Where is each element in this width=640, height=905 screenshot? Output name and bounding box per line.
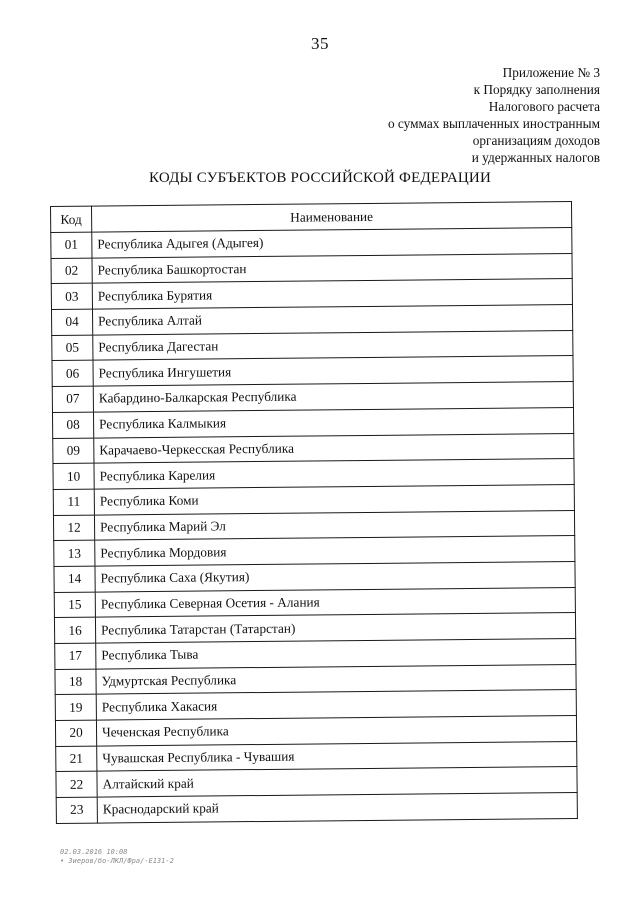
region-name: Республика Тыва [96,638,576,668]
region-name: Республика Северная Осетия - Алания [95,587,575,617]
region-code: 03 [51,283,92,309]
region-code: 17 [55,643,96,669]
region-name: Кабардино-Балкарская Республика [93,382,573,412]
region-name: Республика Бурятия [92,279,572,309]
appendix-heading [300,64,600,166]
stamp-line: 02.03.2016 10:08 [60,848,128,856]
region-code: 10 [53,463,94,489]
appendix-line: к Порядку заполнения [473,82,600,97]
region-code: 13 [54,540,95,566]
page-number: 35 [311,34,329,53]
region-name: Республика Карелия [94,459,574,489]
region-code: 18 [55,669,96,695]
region-name: Республика Адыгея (Адыгея) [92,227,572,257]
region-code: 16 [54,617,95,643]
region-code: 14 [54,566,95,592]
region-code: 21 [56,746,97,772]
region-code: 22 [56,772,97,798]
region-name: Республика Дагестан [93,330,573,360]
appendix-line: Налогового расчета [488,99,600,114]
header-code: Код [51,206,92,232]
region-codes-table [50,201,578,824]
region-code: 19 [55,694,96,720]
region-code: 08 [52,412,93,438]
region-code: 09 [53,438,94,464]
region-code: 23 [56,797,97,823]
region-name: Чувашская Республика - Чувашия [97,741,577,771]
stamp-line: • Зиеров/бо-ЛКЛ/Фра/-Е131-2 [60,857,174,865]
region-name: Республика Мордовия [95,536,575,566]
region-name: Республика Саха (Якутия) [95,561,575,591]
region-name: Республика Хакасия [96,690,576,720]
region-code: 05 [52,335,93,361]
region-name: Чеченская Республика [96,716,576,746]
region-name: Республика Татарстан (Татарстан) [95,613,575,643]
region-code: 20 [55,720,96,746]
region-name: Карачаево-Черкесская Республика [94,433,574,463]
appendix-line: о суммах выплаченных иностранным [387,116,600,131]
region-code: 04 [51,309,92,335]
appendix-line: Приложение № 3 [502,65,600,80]
appendix-line: и удержанных налогов [471,150,600,165]
header-name: Наименование [92,201,572,232]
print-stamp [60,848,174,866]
appendix-line: организациям доходов [472,133,600,148]
region-code: 02 [51,258,92,284]
region-name: Краснодарский край [97,793,577,823]
region-code: 15 [54,592,95,618]
document-title: КОДЫ СУБЪЕКТОВ РОССИЙСКОЙ ФЕДЕРАЦИИ [149,170,491,186]
region-name: Республика Башкортостан [92,253,572,283]
region-name: Алтайский край [97,767,577,797]
region-name: Республика Коми [94,484,574,514]
region-name: Республика Калмыкия [93,407,573,437]
region-code: 12 [53,515,94,541]
region-code: 11 [53,489,94,515]
region-name: Республика Ингушетия [93,356,573,386]
table-row [56,793,577,824]
region-name: Республика Марий Эл [94,510,574,540]
region-code: 07 [52,386,93,412]
region-code: 06 [52,361,93,387]
region-name: Республика Алтай [92,305,572,335]
region-name: Удмуртская Республика [96,664,576,694]
region-code: 01 [51,232,92,258]
